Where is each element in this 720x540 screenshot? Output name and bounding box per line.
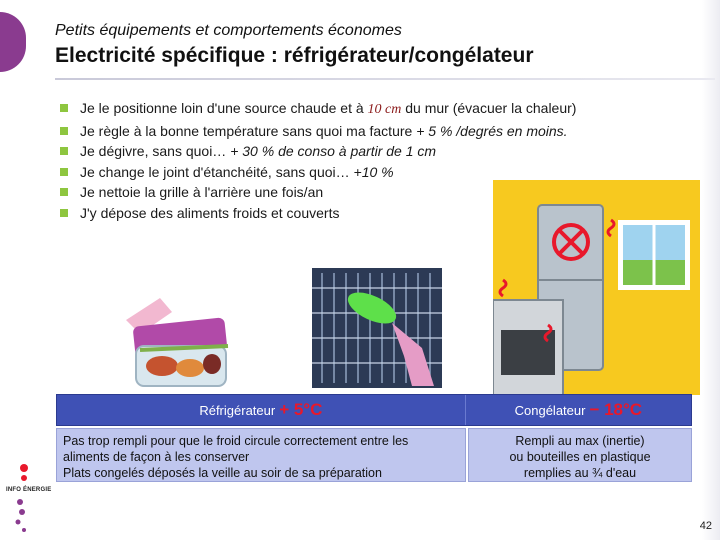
table-row <box>56 428 692 482</box>
fridge-temperature: + 5°C <box>279 400 323 419</box>
grille-cleaning-image <box>312 268 442 388</box>
food-container-image <box>120 290 240 400</box>
bullet-square-icon <box>60 209 68 217</box>
bullet-square-icon <box>60 147 68 155</box>
table-header-row <box>56 394 692 426</box>
title-divider <box>55 78 715 80</box>
slide-title: Electricité spécifique : réfrigérateur/congélateur <box>55 44 534 67</box>
header-freezer: Congélateur − 18°C <box>514 400 643 419</box>
bullet-square-icon <box>60 127 68 135</box>
storage-table <box>56 394 692 482</box>
logo-text: INFO ÉNERGIE <box>6 487 52 493</box>
page-number: 42 <box>699 520 712 532</box>
list-item: Je nettoie la grille à l'arrière une fois/an <box>60 182 660 203</box>
left-accent-shape <box>0 12 26 72</box>
bullet-square-icon <box>60 168 68 176</box>
slide-subtitle: Petits équipements et comportements économes <box>55 22 402 39</box>
kitchen-fridge-image <box>493 180 700 395</box>
right-edge-fade <box>699 0 720 540</box>
fridge-advice-cell: Pas trop rempli pour que le froid circule correctement entre les aliments de façon à les conserver Plats congelés déposés la veille au soir de sa préparation <box>56 428 466 482</box>
list-item: J'y dépose des aliments froids et couverts <box>60 203 660 224</box>
freezer-temperature: − 18°C <box>589 400 643 419</box>
list-item: Je dégivre, sans quoi… + 30 % de conso à partir de 1 cm <box>60 141 660 162</box>
list-item: Je le positionne loin d'une source chaude et à 10 cm du mur (évacuer la chaleur) <box>60 98 660 121</box>
freezer-advice-cell: Rempli au max (inertie) ou bouteilles en plastique remplies au ¾ d'eau <box>468 428 692 482</box>
list-item: Je change le joint d'étanchéité, sans quoi… +10 % <box>60 162 660 183</box>
bullet-square-icon <box>60 104 68 112</box>
header-fridge: Réfrigérateur + 5°C <box>57 395 466 425</box>
bullet-square-icon <box>60 188 68 196</box>
list-item: Je règle à la bonne température sans quoi ma facture + 5 % /degrés en moins. <box>60 121 660 142</box>
info-energie-logo-icon <box>4 462 74 534</box>
